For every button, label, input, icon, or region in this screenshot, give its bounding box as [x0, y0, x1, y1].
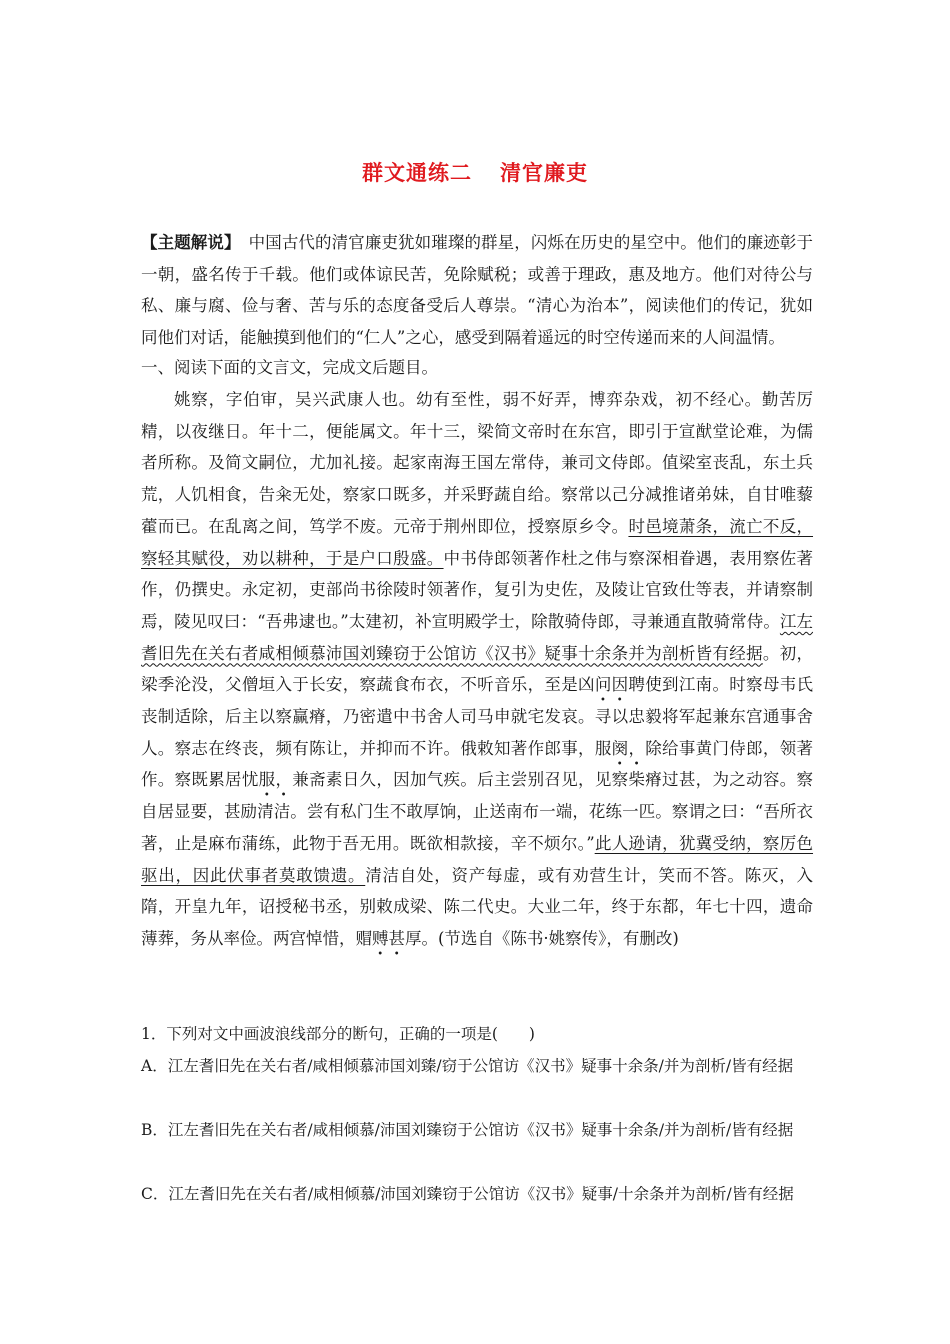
passage-text-2: 中书侍郎领著作杜之伟与察深相眷遇，表用察佐著作，仍撰史。永定初，吏部尚书徐陵时领著作，复引为史佐，及陵让官致仕等表，并请察制焉，陵见叹曰：“吾弗逮也。”太建初，补宣明殿学士，除散骑侍郎，寻兼通直散骑常侍。: [141, 548, 814, 631]
dotted-char: 阕: [611, 738, 629, 758]
passage-text-8: 甚厚。(节选自《陈书·姚察传》，有删改): [388, 928, 679, 948]
option-a: A．江左耆旧先在关右者/咸相倾慕沛国刘臻/窃于公馆访《汉书》疑事十余条/并为剖析/皆有经据: [141, 1057, 794, 1075]
theme-intro: [141, 227, 813, 353]
passage-text-4: 因聘使到江南。时察母韦氏丧制适除，后主以察赢瘠，乃密遣中书舍人司马申就宅发哀。寻以忠毅将军起兼东宫通事舍人。察志在终丧，频有陈让，并抑而不许。俄敕知著作郎事，: [141, 675, 814, 758]
page-title: [0, 157, 950, 187]
option-c: C．江左耆旧先在关右者/咸相倾慕/沛国刘臻窃于公馆访《汉书》疑事/十余条并为剖析/皆有经据: [141, 1185, 794, 1203]
section-heading: 一、阅读下面的文言文，完成文后题目。: [141, 358, 438, 377]
passage-text-1: 姚察，字伯审，吴兴武康人也。幼有至性，弱不好弄，博弈杂戏，初不经心。勤苦厉精，以夜继日。年十二，便能属文。年十三，梁简文帝时在东宫，即引于宣猷堂论难，为儒者所称。及简文嗣位，尤加礼接。起家南海王国左常侍，兼司文侍郎。值梁室丧乱，东土兵荒，人饥相食，告籴无处，察家口既多，并采野蔬自给。察常以己分减推诸弟妹，自甘唯藜藿而已。在乱离之间，笃学不废。元帝于荆州即位，授察原乡令。: [141, 390, 813, 536]
option-b: B．江左耆旧先在关右者/咸相倾慕/沛国刘臻窃于公馆访《汉书》疑事十余条/并为剖析/皆有经据: [141, 1121, 794, 1139]
dotted-char: 赗: [355, 928, 372, 948]
title-part2: 清官廉吏: [500, 161, 588, 185]
dotted-char: 忧: [241, 770, 259, 790]
intro-text: 中国古代的清官廉吏犹如璀璨的群星，闪烁在历史的星空中。他们的廉迹彰于一朝，盛名传于千载。他们或体谅民苦，免除赋税；或善于理政，惠及地方。他们对待公与私、廉与腐、俭与奢、苦与乐的态度备受后人尊崇。“清心为治本”，阅读他们的传记，犹如同他们对话，能触摸到他们的“仁人”之心，感受到隔着遥远的时空传递而来的人间温情。: [141, 233, 814, 347]
dotted-word-4: [356, 929, 389, 948]
passage-text-3: 。初，梁季沦没，父僧垣入于长安，察蔬食布衣，不听音乐，至是: [141, 643, 814, 695]
wavy-underlined-passage: 江左耆旧先在关右者咸相倾慕沛国刘臻窃于公馆访《汉书》疑事十余条并为剖析皆有经据: [141, 611, 814, 663]
underlined-sentence-1: 时邑境萧条，流亡不反，察轻其赋役，劝以耕种，于是户口殷盛。: [141, 516, 814, 568]
title-part1: 群文通练二: [362, 161, 472, 185]
dotted-char: 凶: [578, 675, 595, 695]
passage-text-7: 清洁自处，资产每虚，或有劝营生计，笑而不答。陈灭，入隋，开皇九年，诏授秘书丞，别敕成梁、陈二代史。大业二年，终于东都，年七十四，遗命薄葬，务从率俭。两宫悼惜，: [141, 865, 813, 948]
classical-passage: [141, 384, 813, 955]
question-stem: 1．下列对文中画波浪线部分的断句，正确的一项是( ): [141, 1025, 535, 1043]
dotted-char: 服: [258, 770, 276, 790]
dotted-char: 赙: [372, 928, 389, 948]
passage-text-5: ，除给事黄门侍郎，领著作。察既累居: [141, 738, 814, 790]
dotted-char: 服: [594, 738, 612, 758]
dotted-word-1: [578, 675, 612, 694]
dotted-word-2: [595, 739, 629, 758]
dotted-char: 问: [594, 675, 612, 695]
dotted-word-3: [242, 770, 276, 789]
passage-text-6: ，兼斋素日久，因加气疾。后主尝别召见，见察柴瘠过甚，为之动容。察自居显要，甚励清洁。尝有私门生不敢厚饷，止送南布一端，花练一匹。察谓之曰：“吾所衣著，止是麻布蒲练，此物于吾无用。既欲相款接，辛不烦尔。”: [141, 770, 814, 853]
intro-tag: 【主题解说】: [141, 233, 241, 252]
underlined-sentence-2: 此人逊请，犹冀受纳，察厉色驱出，因此伏事者莫敢馈遗。: [141, 833, 814, 885]
